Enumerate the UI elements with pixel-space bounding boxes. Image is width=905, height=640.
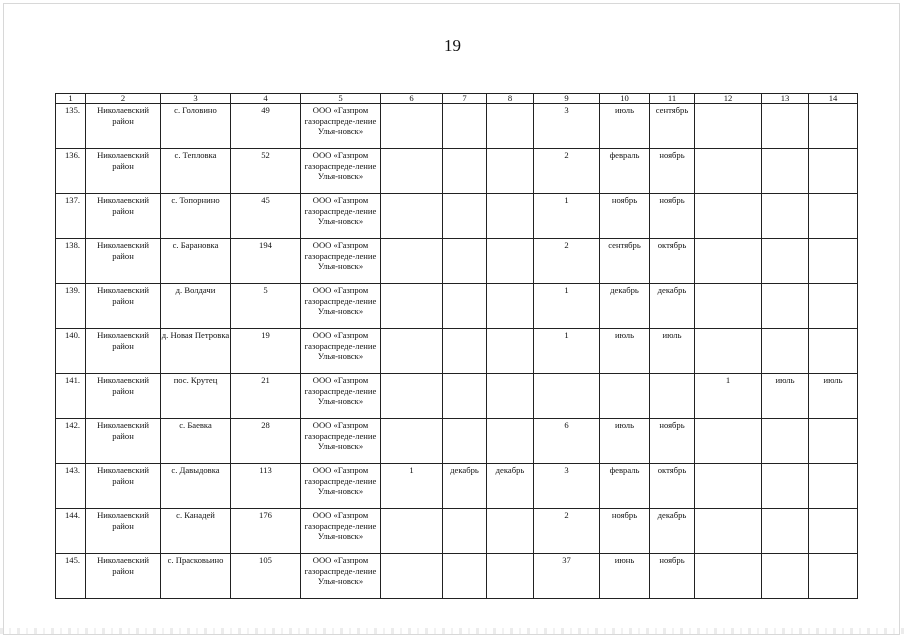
table-cell: 145. <box>56 554 86 599</box>
table-cell <box>762 104 809 149</box>
table-cell: ООО «Газпром газораспреде-ление Улья-новск» <box>301 284 381 329</box>
table-cell: с. Канадей <box>161 509 231 554</box>
table-cell: ноябрь <box>600 194 650 239</box>
table-row <box>56 374 858 419</box>
table-row <box>56 239 858 284</box>
table-cell: 52 <box>231 149 301 194</box>
table-cell <box>650 374 695 419</box>
table-cell <box>695 509 762 554</box>
table-cell: 1 <box>534 329 600 374</box>
header-row <box>56 94 858 104</box>
table-cell <box>762 284 809 329</box>
table-row <box>56 419 858 464</box>
table-cell <box>443 419 487 464</box>
table-cell: июль <box>650 329 695 374</box>
table-cell <box>695 104 762 149</box>
table-cell: 2 <box>534 149 600 194</box>
table-cell <box>443 329 487 374</box>
table-cell: ноябрь <box>650 419 695 464</box>
table-cell: декабрь <box>600 284 650 329</box>
table-cell <box>809 554 858 599</box>
table-cell: 144. <box>56 509 86 554</box>
table-cell: июль <box>762 374 809 419</box>
table-cell: 140. <box>56 329 86 374</box>
table-cell: июль <box>600 419 650 464</box>
gasification-table <box>55 93 858 599</box>
table-cell: Николаевский район <box>86 329 161 374</box>
table-cell: декабрь <box>443 464 487 509</box>
table-cell <box>381 149 443 194</box>
table-cell <box>381 329 443 374</box>
table-cell <box>443 509 487 554</box>
table-cell <box>487 554 534 599</box>
table-cell: д. Волдачи <box>161 284 231 329</box>
table-cell <box>487 239 534 284</box>
table-cell: 142. <box>56 419 86 464</box>
table-cell <box>809 194 858 239</box>
table-cell: с. Баевка <box>161 419 231 464</box>
table-cell: Николаевский район <box>86 464 161 509</box>
table-row <box>56 104 858 149</box>
table-cell: Николаевский район <box>86 104 161 149</box>
table-cell <box>695 149 762 194</box>
table-cell: 139. <box>56 284 86 329</box>
table-cell <box>487 419 534 464</box>
table-cell: 3 <box>534 104 600 149</box>
table-row <box>56 554 858 599</box>
page-number: 19 <box>444 36 461 55</box>
table-cell: ООО «Газпром газораспреде-ление Улья-новск» <box>301 239 381 284</box>
table-cell: ООО «Газпром газораспреде-ление Улья-новск» <box>301 149 381 194</box>
table-cell: с. Давыдовка <box>161 464 231 509</box>
table-row <box>56 464 858 509</box>
table-cell: 138. <box>56 239 86 284</box>
column-header: 11 <box>650 94 695 104</box>
table-cell: пос. Крутец <box>161 374 231 419</box>
table-cell: октябрь <box>650 239 695 284</box>
table-cell: 135. <box>56 104 86 149</box>
table-cell <box>487 374 534 419</box>
table-cell: 21 <box>231 374 301 419</box>
table-cell: 1 <box>381 464 443 509</box>
column-header: 3 <box>161 94 231 104</box>
table-cell: 105 <box>231 554 301 599</box>
column-header: 13 <box>762 94 809 104</box>
table-cell <box>809 104 858 149</box>
table-cell <box>443 149 487 194</box>
table-cell: ООО «Газпром газораспреде-ление Улья-новск» <box>301 104 381 149</box>
table-cell: ООО «Газпром газораспреде-ление Улья-новск» <box>301 374 381 419</box>
table-cell: 137. <box>56 194 86 239</box>
table-cell <box>381 509 443 554</box>
table-cell: 6 <box>534 419 600 464</box>
table-cell <box>762 149 809 194</box>
table-cell: 49 <box>231 104 301 149</box>
table-cell: 2 <box>534 509 600 554</box>
table-row <box>56 284 858 329</box>
column-header: 12 <box>695 94 762 104</box>
table-cell <box>487 284 534 329</box>
column-header: 2 <box>86 94 161 104</box>
table-cell <box>809 329 858 374</box>
table-cell: Николаевский район <box>86 374 161 419</box>
column-header: 6 <box>381 94 443 104</box>
table-cell: декабрь <box>487 464 534 509</box>
table-cell <box>534 374 600 419</box>
table-row <box>56 149 858 194</box>
table-cell: 28 <box>231 419 301 464</box>
table-cell <box>443 239 487 284</box>
column-header: 5 <box>301 94 381 104</box>
table-cell: Николаевский район <box>86 194 161 239</box>
column-header: 8 <box>487 94 534 104</box>
scan-artifact-strip <box>0 628 905 634</box>
table-cell: сентябрь <box>650 104 695 149</box>
table-cell <box>381 374 443 419</box>
table-cell <box>487 509 534 554</box>
table-cell <box>762 194 809 239</box>
table-cell: с. Тепловка <box>161 149 231 194</box>
column-header: 14 <box>809 94 858 104</box>
table-cell: 37 <box>534 554 600 599</box>
table-row <box>56 509 858 554</box>
table-cell: декабрь <box>650 509 695 554</box>
table-cell: Николаевский район <box>86 419 161 464</box>
table-cell <box>695 419 762 464</box>
table-cell <box>762 419 809 464</box>
table-cell <box>443 374 487 419</box>
table-cell: д. Новая Петровка <box>161 329 231 374</box>
table-cell: июнь <box>600 554 650 599</box>
table-cell <box>381 554 443 599</box>
table-cell <box>695 284 762 329</box>
table-cell: 1 <box>534 194 600 239</box>
table-cell: декабрь <box>650 284 695 329</box>
table-cell: ноябрь <box>600 509 650 554</box>
column-header: 1 <box>56 94 86 104</box>
table-cell: 141. <box>56 374 86 419</box>
table-cell: с. Барановка <box>161 239 231 284</box>
table-cell: 5 <box>231 284 301 329</box>
table-cell: ООО «Газпром газораспреде-ление Улья-новск» <box>301 329 381 374</box>
table-cell <box>695 329 762 374</box>
table-cell: Николаевский район <box>86 239 161 284</box>
table-cell <box>762 329 809 374</box>
table-cell <box>695 194 762 239</box>
table-cell: ноябрь <box>650 194 695 239</box>
table-cell <box>600 374 650 419</box>
table-cell <box>809 509 858 554</box>
table-cell: Николаевский район <box>86 284 161 329</box>
table-cell <box>809 464 858 509</box>
table-cell <box>762 239 809 284</box>
table-cell <box>381 284 443 329</box>
table-cell: 176 <box>231 509 301 554</box>
table-cell: с. Прасковьино <box>161 554 231 599</box>
table-cell: 1 <box>695 374 762 419</box>
table-cell <box>487 194 534 239</box>
table-cell: Николаевский район <box>86 149 161 194</box>
column-header: 9 <box>534 94 600 104</box>
table-cell <box>443 104 487 149</box>
table-cell: Николаевский район <box>86 554 161 599</box>
table-cell: ноябрь <box>650 149 695 194</box>
table-cell <box>695 464 762 509</box>
table-row <box>56 194 858 239</box>
table-cell <box>695 239 762 284</box>
table-cell <box>695 554 762 599</box>
table-cell <box>381 104 443 149</box>
table-cell: 113 <box>231 464 301 509</box>
table-cell: ноябрь <box>650 554 695 599</box>
table-cell: ООО «Газпром газораспреде-ление Улья-новск» <box>301 464 381 509</box>
table-cell: Николаевский район <box>86 509 161 554</box>
table-cell: 19 <box>231 329 301 374</box>
table-cell <box>487 104 534 149</box>
table-cell <box>443 554 487 599</box>
table-row <box>56 329 858 374</box>
table-cell: февраль <box>600 464 650 509</box>
column-header: 10 <box>600 94 650 104</box>
table-cell <box>381 419 443 464</box>
table-cell: февраль <box>600 149 650 194</box>
table-cell <box>443 194 487 239</box>
table-cell: 2 <box>534 239 600 284</box>
table-cell <box>809 239 858 284</box>
table-cell: 3 <box>534 464 600 509</box>
table-cell: июль <box>809 374 858 419</box>
table-cell <box>762 509 809 554</box>
column-header: 4 <box>231 94 301 104</box>
table-cell <box>762 554 809 599</box>
table-cell: 143. <box>56 464 86 509</box>
table-cell <box>809 149 858 194</box>
column-header: 7 <box>443 94 487 104</box>
table-cell: ООО «Газпром газораспреде-ление Улья-новск» <box>301 554 381 599</box>
table-cell <box>381 239 443 284</box>
table-cell: июль <box>600 329 650 374</box>
table-cell: сентябрь <box>600 239 650 284</box>
table-cell <box>487 149 534 194</box>
table-cell: ООО «Газпром газораспреде-ление Улья-новск» <box>301 509 381 554</box>
table-body <box>56 104 858 599</box>
table-cell: ООО «Газпром газораспреде-ление Улья-новск» <box>301 419 381 464</box>
table-cell <box>809 419 858 464</box>
table-cell: июль <box>600 104 650 149</box>
table-cell: октябрь <box>650 464 695 509</box>
table-cell: с. Головино <box>161 104 231 149</box>
table-cell <box>443 284 487 329</box>
table-cell: 1 <box>534 284 600 329</box>
table-cell: ООО «Газпром газораспреде-ление Улья-новск» <box>301 194 381 239</box>
table-cell: 45 <box>231 194 301 239</box>
table-cell <box>381 194 443 239</box>
table-cell: с. Топорнино <box>161 194 231 239</box>
table-cell: 136. <box>56 149 86 194</box>
table-cell <box>762 464 809 509</box>
table-cell <box>487 329 534 374</box>
table-cell: 194 <box>231 239 301 284</box>
table-cell <box>809 284 858 329</box>
